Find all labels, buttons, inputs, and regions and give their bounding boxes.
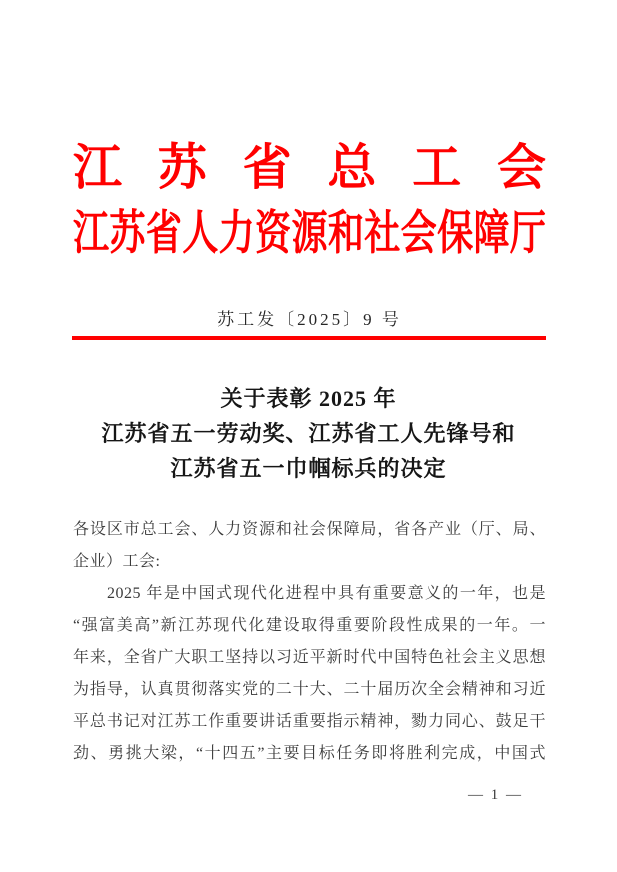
body-line: 年来，全省广大职工坚持以习近平新时代中国特色社会主义思想 xyxy=(73,649,546,666)
body-line: 劲、勇挑大梁，“十四五”主要目标任务即将胜利完成，中国式 xyxy=(73,745,546,762)
red-separator-rule xyxy=(72,336,546,340)
body-line: 2025 年是中国式现代化进程中具有重要意义的一年，也是 xyxy=(107,585,546,602)
page-number: — 1 — xyxy=(468,787,523,803)
body-line: “强富美高”新江苏现代化建设取得重要阶段性成果的一年。一 xyxy=(73,617,546,634)
letterhead-org-line2: 江 苏 省 人 力 资 源 和 社 会 保 障 厅 xyxy=(73,208,546,260)
body-paragraphs xyxy=(73,514,546,770)
letterhead-org-line1: 江 苏 省 总 工 会 xyxy=(73,140,546,195)
body-line: 企业）工会: xyxy=(73,553,161,570)
body-line: 平总书记对江苏工作重要讲话重要指示精神，勠力同心、鼓足干 xyxy=(73,713,546,730)
document-title-line3: 江苏省五一巾帼标兵的决定 xyxy=(170,456,447,481)
document-number: 苏工发〔2025〕9 号 xyxy=(217,310,402,329)
document-title xyxy=(52,381,565,486)
body-line: 各设区市总工会、人力资源和社会保障局，省各产业（厅、局、 xyxy=(73,521,546,538)
body-line: 为指导，认真贯彻落实党的二十大、二十届历次全会精神和习近 xyxy=(73,681,546,698)
document-title-line1: 关于表彰 2025 年 xyxy=(220,386,397,411)
document-title-line2: 江苏省五一劳动奖、江苏省工人先锋号和 xyxy=(101,421,516,446)
